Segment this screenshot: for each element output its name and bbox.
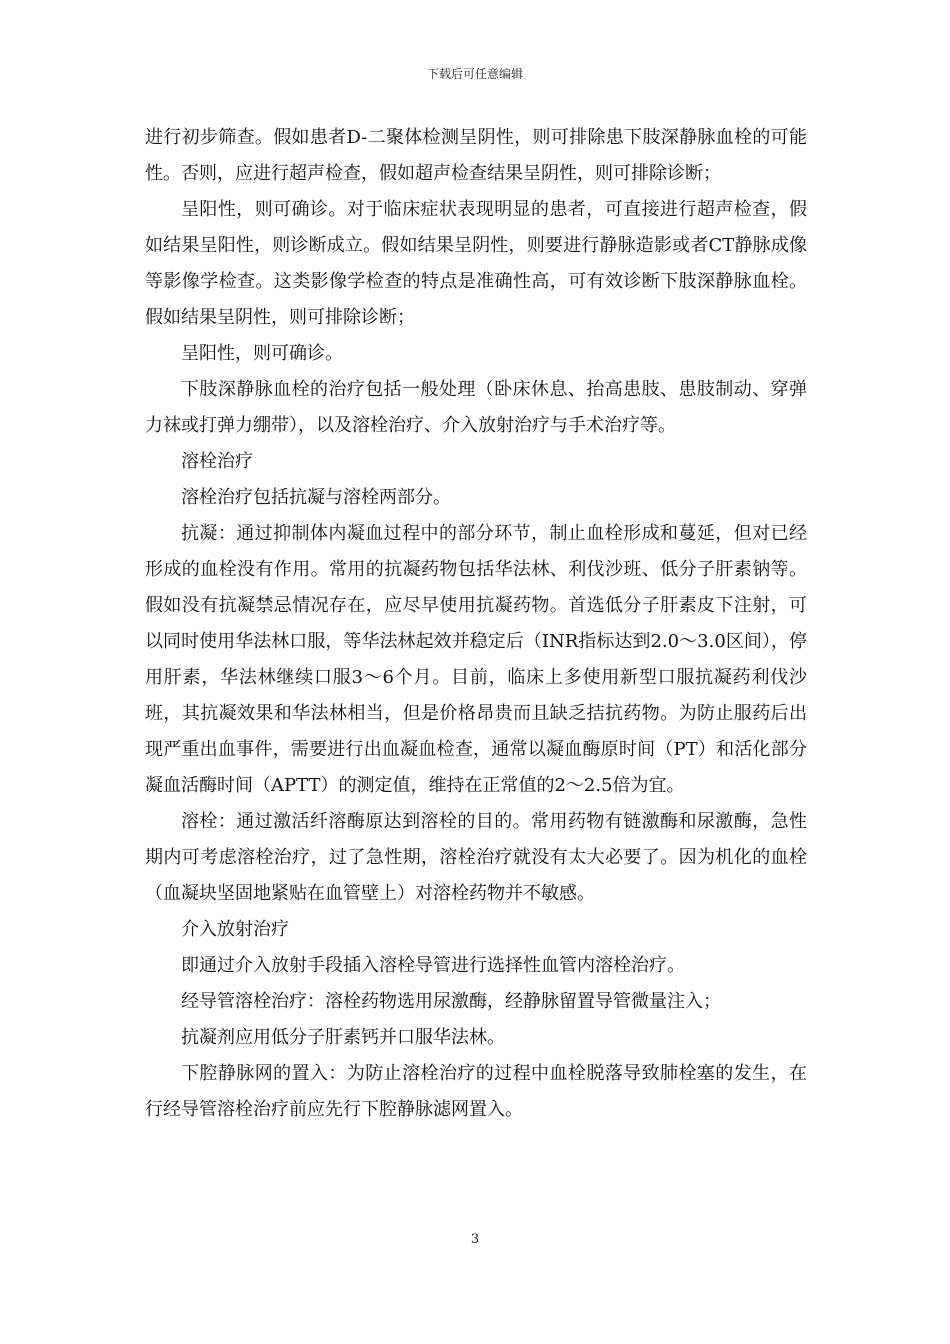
paragraph-10: 即通过介入放射手段插入溶栓导管进行选择性血管内溶栓治疗。 <box>181 955 685 976</box>
paragraph-2: 呈阳性，则可确诊。对于临床症状表现明显的患者，可直接进行超声检查，假如结果呈阳性，则诊断成立。假如结果呈阴性，则要进行静脉造影或者CT静脉成像等影像学检查。这类影像学检查的特点是准确性高，可有效诊断下肢深静脉血栓。假如结果呈阴性，则可排除诊断； <box>145 199 807 328</box>
paragraph-1: 进行初步筛查。假如患者D-二聚体检测呈阴性，则可排除患下肢深静脉血栓的可能性。否则，应进行超声检查，假如超声检查结果呈阴性，则可排除诊断； <box>145 127 807 184</box>
paragraph-13: 下腔静脉网的置入：为防止溶栓治疗的过程中血栓脱落导致肺栓塞的发生，在行经导管溶栓治疗前应先行下腔静脉滤网置入。 <box>145 1063 807 1120</box>
paragraph-4: 下肢深静脉血栓的治疗包括一般处理（卧床休息、抬高患肢、患肢制动、穿弹力袜或打弹力绷带），以及溶栓治疗、介入放射治疗与手术治疗等。 <box>145 379 807 436</box>
page-header: 下载后可任意编辑 <box>426 67 523 81</box>
paragraph-11: 经导管溶栓治疗：溶栓药物选用尿激酶，经静脉留置导管微量注入； <box>181 991 721 1012</box>
page-number: 3 <box>470 1232 480 1247</box>
paragraph-3: 呈阳性，则可确诊。 <box>181 343 343 364</box>
paragraph-thrombolysis: 溶栓：通过激活纤溶酶原达到溶栓的目的。常用药物有链激酶和尿激酶，急性期内可考虑溶栓治疗，过了急性期，溶栓治疗就没有太大必要了。因为机化的血栓（血凝块坚固地紧贴在血管壁上）对溶栓药物并不敏感。 <box>145 811 807 904</box>
section-heading-interventional: 介入放射治疗 <box>181 919 289 940</box>
paragraph-anticoagulation: 抗凝：通过抑制体内凝血过程中的部分环节，制止血栓形成和蔓延，但对已经形成的血栓没有作用。常用的抗凝药物包括华法林、利伐沙班、低分子肝素钠等。假如没有抗凝禁忌情况存在，应尽早使用抗凝药物。首选低分子肝素皮下注射，可以同时使用华法林口服，等华法林起效并稳定后（INR指标达到2.0～3.0区间），停用肝素，华法林继续口服3～6个月。目前，临床上多使用新型口服抗凝药利伐沙班，其抗凝效果和华法林相当，但是价格昂贵而且缺乏拮抗药物。为防止服药后出现严重出血事件，需要进行出血凝血检查，通常以凝血酶原时间（PT）和活化部分凝血活酶时间（APTT）的测定值，维持在正常值的2～2.5倍为宜。 <box>145 523 807 796</box>
document-body <box>145 120 807 1128</box>
section-heading-thrombolysis: 溶栓治疗 <box>181 451 253 472</box>
paragraph-6: 溶栓治疗包括抗凝与溶栓两部分。 <box>181 487 451 508</box>
paragraph-12: 抗凝剂应用低分子肝素钙并口服华法林。 <box>181 1027 505 1048</box>
